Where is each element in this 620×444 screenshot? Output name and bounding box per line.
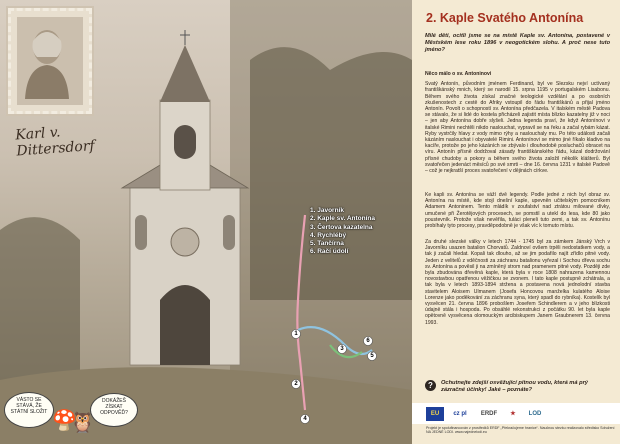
paragraph: Svatý Antonín, původním jménem Ferdinand, byl ve Slezsku nejví uctívaný františkánský mnich, který se narodil 15. srpna 1195 v portugalském Lisabonu. Během svého života získal značné teologické vzdělání a po osobních zkušenostech z cestě do Afriky vstoupil do řádu františkánů a přijal jméno Antonín. Povolt o schopností sv. Antonína předčazela. V italském městě Padova se stávalo, že si lidé do kostela přicházeli zajistit místa blízko kazatelny již v noci – jen aby Antonína dobře slyšeli. Jedna legenda praví, že když Antonínovi v italské Rimini nechtěli nikdo naslouchat, vypravil se na řeku a začal rybám kázat. Ryby vystrčily hlavy z vody mimo rýhy a naslouchaly mu. Po této události začali kázáním naslouchat i obyvatelé Rimini. Antonínovi se mimo jiné říkalo kladivo na kacíře, protože po jeho kázáních se zbývalo i dlouhodobě posluchačů obracet na víru. Antonín přísně dodržoval zásady františkánského řádu, kázal dodržování přísné chudoby a pokory a během svého života založil několik klášterů. Byl svatořečen jedenáct měsíců po své smrti – dne 16. června 1231 v italské Padově – což je nejkratší proces svatořečení v dějinách církve. bbox=[425, 81, 610, 175]
paragraph: Ke kapli sv. Antonína se váží dvě legendy. Podle jedné z nich byl obraz sv. Antonína na místě, kde stojí dnešní kaple, upevněn učitelským pomocníkem Adamem Antoninem. Tento mládík v zoufalství nad ztrátou milované dívky, umučené při Žerotějových procesech, se pomstil a utekl do lesa, kde 80 jako poustevník. Protože však nevěřila, tuláci pleneli tuto zemi, a tak sv. Antonínu probíhaly tyto procesy, pravděpodobně je však víc k tomuto místu. bbox=[425, 192, 610, 230]
portrait-icon bbox=[17, 17, 77, 99]
map-number-3: 3 bbox=[340, 346, 344, 352]
article-section-1 bbox=[425, 71, 610, 178]
cz-pl-logo-icon: cz pl bbox=[453, 410, 467, 417]
route-item: 1. Javorník bbox=[310, 207, 344, 214]
route-item: 5. Tančírna bbox=[310, 240, 344, 248]
lod-logo-icon: LOD bbox=[528, 410, 542, 417]
owl-mascot-icon: 🦉 bbox=[70, 412, 95, 434]
portrait-image bbox=[17, 17, 83, 105]
route-legend bbox=[310, 207, 410, 257]
question-mark-icon: ? bbox=[425, 380, 436, 391]
intro-text: Milé děti, ocitli jsme se na místě Kaple sv. Antonína, postavené v Městském lese roku 1896 v neogotickém slohu. A proč nese tuto jméno? bbox=[425, 33, 610, 53]
footer-credits: Projekt je spolufinancován z prostředků ERDF „Překračujeme hranice“. Naučnou stezku realizovalo středisko Sdružení NA JEDNÉ LODI. www.najednelodi.eu bbox=[426, 426, 615, 435]
page-title: 2. Kaple Svatého Antonína bbox=[426, 11, 584, 25]
signature-text: Karl v. Dittersdorf bbox=[14, 124, 96, 160]
eu-logo-icon: EU bbox=[426, 407, 444, 421]
speech-bubble-left: VÁSTO SE STÁVÁ, ŽE STÁTNÍ SLOŽIT bbox=[4, 392, 54, 428]
map-number-6: 6 bbox=[366, 338, 370, 344]
map-number-4: 4 bbox=[303, 416, 307, 422]
route-item: 2. Kaple sv. Antonína bbox=[310, 215, 376, 223]
erdf-logo-icon: ERDF bbox=[480, 410, 498, 417]
section-heading: Něco málo o sv. Antoninovi bbox=[425, 71, 492, 77]
map-number-2: 2 bbox=[294, 381, 298, 387]
text-panel bbox=[412, 0, 620, 444]
route-item: 6. Račí údolí bbox=[310, 248, 349, 256]
route-item: 3. Čertova kazatelna bbox=[310, 223, 373, 231]
portrait-stamp bbox=[8, 8, 92, 114]
article-section-2 bbox=[425, 192, 610, 233]
article-section-3 bbox=[425, 239, 610, 330]
sponsor-logos bbox=[412, 403, 620, 424]
map-number-5: 5 bbox=[370, 353, 374, 359]
mushroom-mascot-icon: 🍄 bbox=[52, 410, 77, 432]
question-text: Ochutnejte zdejší osvěžující pitnou vodu, která má prý zázračné účinky! Jaké – poznáte? bbox=[441, 380, 588, 393]
paragraph: Za druhé slezské války v letech 1744 - 1745 byl za zámkem Jánský Vrch v Javorníku usazen batalion Chorvatů. Zaldnoví ovšem trpěli nedostatkem vody, a tak ji začali hledat. Kopali tak dlouho, až se jim podařilo najít zřídlo pitné vody. Jeden z velitelů z vděčnosti za záchranu batalionu vyřezal i Sochou dřeva sochu sv. Antonína a pověsil ji na zmíněný strom nad pramenem pitné vody. Později zde byla zbudována dřevěná kaple, která byla v roce 1808 nahrazena kamennou novostavbou opatřenou věžičkou se zvonem. I tato kaple postupně zchátrala, a tak byla v letech 1893-1894 stržena a postavena nová jednolodní stavba stavitelem Aloisem Ulmanem (Josefa Honcovou manželka kulatého Aloise Lorenze jako poděkování za záchranu syna, který spadl do rybníka). Kostelík byl vysvěcen 21. června 1896 probošlem Josefem Schindlerem a v jeho blízkosti údajně stála i hospoda. Po obsáhlé rekonstrukci z počátku 90. let byla kaple opětovně vysvěcena olomouckým arcibiskupem Janem Graubnerem 13. června 1993. bbox=[425, 239, 610, 326]
star-logo-icon: ★ bbox=[510, 411, 516, 417]
route-item: 4. Rychlébý bbox=[310, 231, 347, 239]
speech-bubble-right: DOKÁŽEŠ ZÍSKAT ODPOVĚĎ? bbox=[90, 393, 138, 427]
map-number-1: 1 bbox=[294, 331, 298, 337]
question-box bbox=[425, 380, 610, 398]
